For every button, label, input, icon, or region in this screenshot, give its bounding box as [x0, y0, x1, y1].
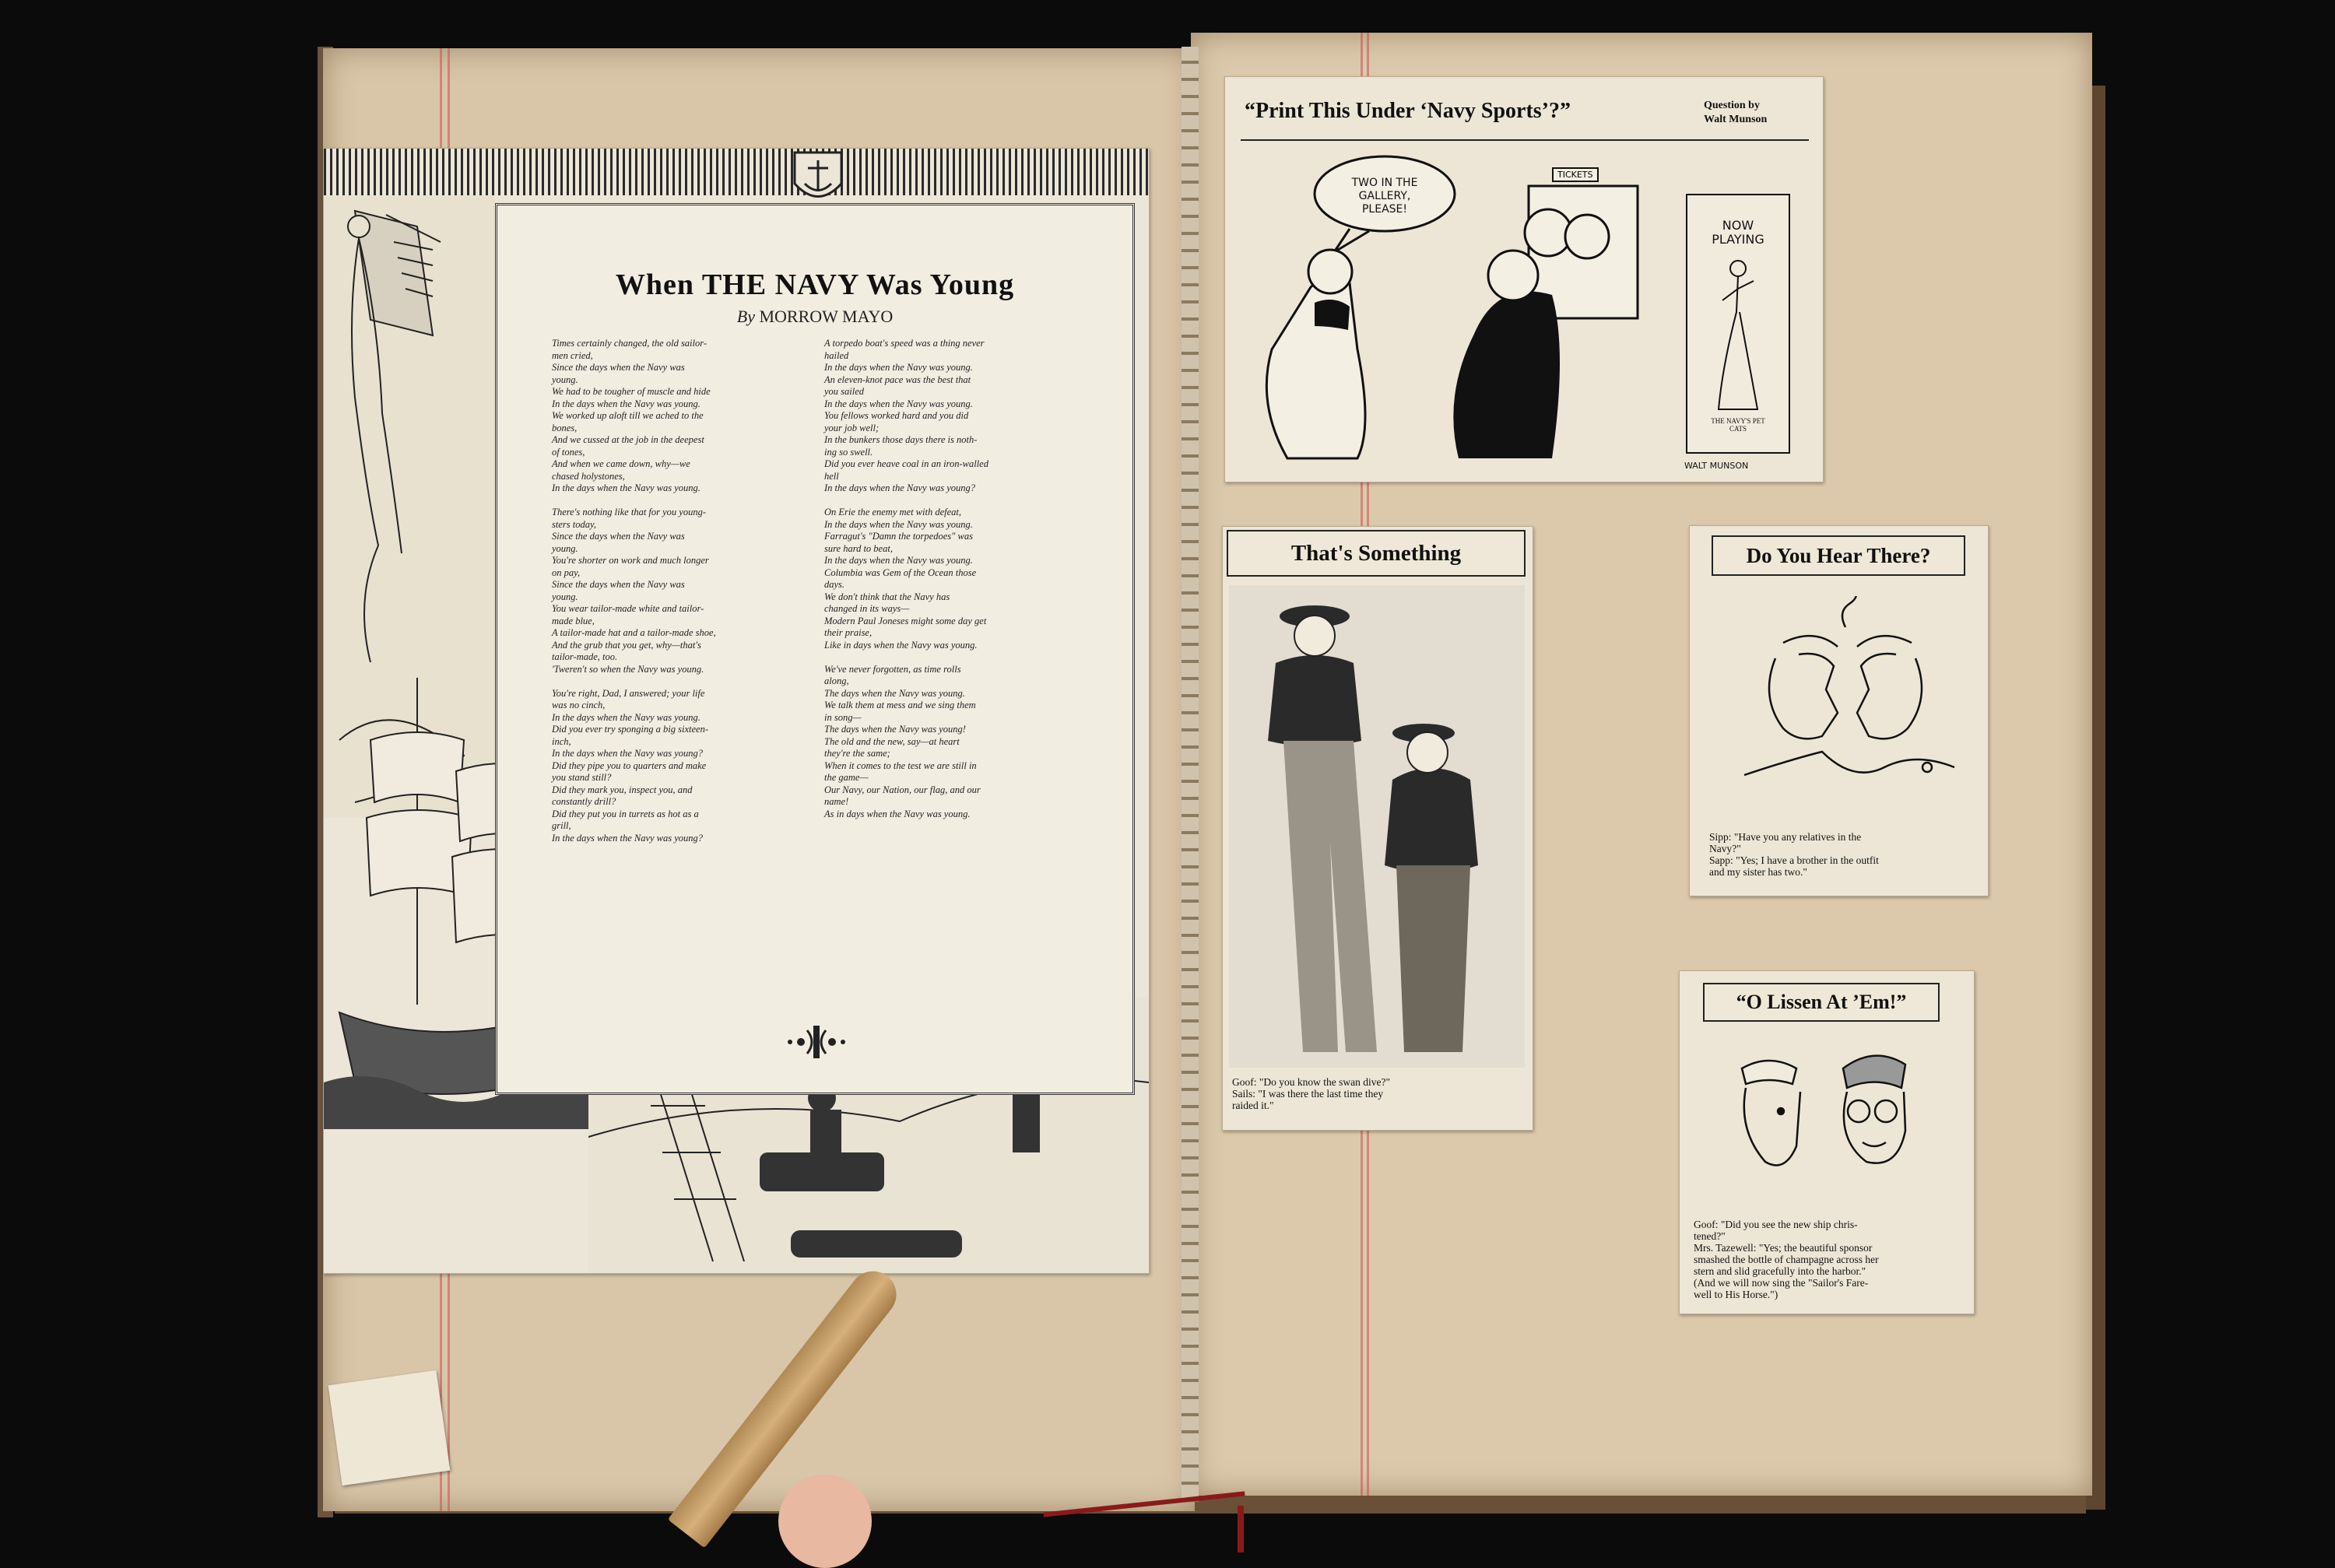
poem-panel [495, 203, 1135, 1095]
ticket-sign: TICKETS [1552, 167, 1599, 182]
poem-byline [497, 307, 1132, 327]
movie-poster [1686, 194, 1790, 454]
do-you-hear-title: Do You Hear There? [1712, 535, 1965, 576]
cartoon-box-office [1241, 147, 1677, 474]
do-you-hear-caption: Sipp: "Have you any relatives in the Navy?" Sapp: "Yes; I have a brother in the outfit and my sister has two." [1709, 831, 1879, 878]
clipping-o-lissen-at-em [1679, 970, 1975, 1314]
hand-thumb [778, 1475, 872, 1568]
poster-subtitle: THE NAVY'S PET CATS [1711, 417, 1765, 433]
poem-column-1: Times certainly changed, the old sailor- men cried, Since the days when the Navy was young. We had to be tougher of muscle and hide In the days when the Navy was young. We worked up aloft till we ached to the bones, And we cussed at the job in the deepest of tones, And when we came down, why—we chased holystones, In the days when the Navy was young. There's nothing like that for you young- sters today, Since the days when the Navy was young. You're shorter on work and much longer on pay, Since the days when the Navy was young. You wear tailor-made white and tailor- made blue, A tailor-made hat and a tailor-made shoe, And the grub that you get, why—that's tailor-made, too. 'Tweren't so when the Navy was young. You're right, Dad, I answered; your life was no cinch, In the days when the Navy was young. Did you ever try sponging a big sixteen- inch, In the days when the Navy was young? Did they pipe you to quarters and make you stand still? Did they mark you, inspect you, and constantly drill? Did they put you in turrets as hot as a grill, In the days when the Navy was young? [552, 338, 716, 844]
poster-header: NOW PLAYING [1712, 218, 1764, 247]
spine-stitching [1182, 47, 1199, 1502]
poem-title: When THE NAVY Was Young [615, 268, 1015, 301]
thats-something-title: That's Something [1227, 530, 1526, 577]
two-sailor-profiles-illustration [1729, 596, 1962, 814]
clipping-navy-sports [1224, 76, 1824, 482]
two-sailors-illustration [1229, 585, 1525, 1068]
ornament-icon [785, 1023, 848, 1061]
navy-sports-title-rule [1241, 139, 1809, 141]
sailor-and-woman-illustration [1711, 1045, 1929, 1201]
poem-clipping [323, 148, 1150, 1274]
o-lissen-title: “O Lissen At ’Em!” [1703, 983, 1940, 1022]
torn-paper-corner [328, 1370, 451, 1486]
poem-byline-prefix: By [736, 307, 755, 326]
thats-something-caption: Goof: "Do you know the swan dive?" Sails: "I was there the last time they raided it." [1232, 1076, 1390, 1111]
clipping-do-you-hear-there [1689, 525, 1989, 896]
poem-column-2: A torpedo boat's speed was a thing never hailed In the days when the Navy was young. An eleven-knot pace was the best that you sailed In the days when the Navy was young. You fellows worked hard and you did your job well; In the bunkers those days there is noth- ing so swell. Did you ever heave coal in an iron-walled hell In the days when the Navy was young? On Erie the enemy met with defeat, In the days when the Navy was young. Farragut's "Damn the torpedoes" was sure hard to beat, In the days when the Navy was young. Columbia was Gem of the Ocean those days. We don't think that the Navy has changed in its ways— Modern Paul Joneses might some day get their praise, Like in days when the Navy was young. We've never forgotten, as time rolls along, The days when the Navy was young. We talk them at mess and we sing them in song— The days when the Navy was young! The old and the new, say—at heart they're the same; When it comes to the test we are still in the game— Our Navy, our Nation, our flag, and our name! As in days when the Navy was young. [824, 338, 988, 819]
navy-sports-title: “Print This Under ‘Navy Sports’?” [1245, 99, 1571, 123]
speech-bubble-text: TWO IN THE GALLERY, PLEASE! [1351, 177, 1418, 216]
poem-top-border [324, 149, 1149, 195]
poem-author: MORROW MAYO [759, 307, 894, 326]
o-lissen-caption: Goof: "Did you see the new ship chris- tened?" Mrs. Tazewell: "Yes; the beautiful sponsor smashed the bottle of champagne across her stern and slid gracefully into the harbor." (And we will now sing the "Sailor's Fare- well to His Horse.") [1694, 1219, 1879, 1300]
navy-sports-credit: Question by Walt Munson [1704, 100, 1768, 125]
ribbon-bookmark-tail [1238, 1506, 1244, 1552]
poster-dancer-figure [1715, 258, 1761, 413]
anchor-shield-icon [791, 149, 845, 211]
clipping-thats-something [1222, 526, 1533, 1131]
cartoonist-signature: WALT MUNSON [1684, 461, 1749, 471]
